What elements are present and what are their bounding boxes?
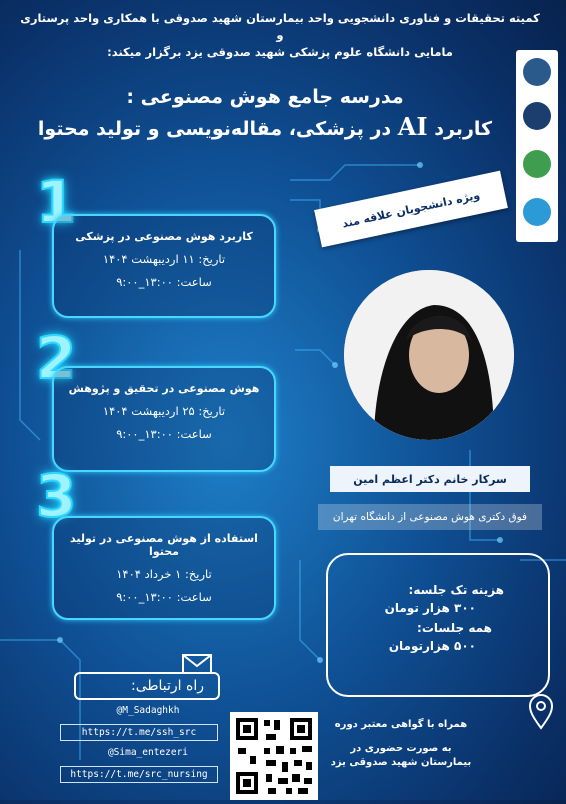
title-line-2 bbox=[30, 112, 500, 144]
price-single-label: هزینه تک جلسه: bbox=[408, 583, 504, 597]
nursing-logo-icon bbox=[523, 150, 551, 178]
contact-telegram-user-2[interactable]: @Sima_entezeri bbox=[107, 747, 189, 758]
footer-info bbox=[326, 718, 476, 770]
price-all-value: ۵۰۰ هزارتومان bbox=[388, 639, 476, 653]
speaker-credential: فوق دکتری هوش مصنوعی از دانشگاه تهران bbox=[318, 504, 542, 530]
footer-certificate: همراه با گواهی معتبر دوره bbox=[334, 719, 468, 730]
organizer-header bbox=[20, 10, 540, 61]
session-1-time: ساعت: ۱۳:۰۰_۹:۰۰ bbox=[116, 275, 212, 289]
session-2-time: ساعت: ۱۳:۰۰_۹:۰۰ bbox=[116, 427, 212, 441]
header-line-2: مامایی دانشگاه علوم پزشکی شهید صدوقی یزد برگزار میکند: bbox=[107, 45, 453, 59]
contact-telegram-link-2[interactable]: https://t.me/src_nursing bbox=[60, 766, 218, 783]
university-logo-icon bbox=[523, 58, 551, 86]
session-2-number: 2 bbox=[36, 324, 77, 392]
contact-telegram-user-1[interactable]: @M_Sadaghkh bbox=[116, 705, 180, 716]
price-single-value: ۳۰۰ هزار تومان bbox=[384, 601, 476, 615]
speaker-silhouette-icon bbox=[344, 270, 514, 440]
session-1-title: کاربرد هوش مصنوعی در پزشکی bbox=[75, 230, 253, 243]
audience-ribbon: ویژه دانشجویان علاقه مند bbox=[314, 171, 508, 248]
caduceus-logo-icon bbox=[523, 102, 551, 130]
session-2-date: تاریخ: ۲۵ اردیبهشت ۱۴۰۴ bbox=[102, 404, 226, 418]
title-part-b: در پزشکی، مقاله‌نویسی و تولید محتوا bbox=[37, 118, 398, 140]
envelope-icon bbox=[182, 654, 212, 674]
session-3-title: استفاده از هوش مصنوعی در تولید محتوا bbox=[70, 532, 258, 558]
session-1-number: 1 bbox=[36, 168, 77, 236]
src-logo-icon bbox=[523, 198, 551, 226]
speaker-name: سرکار خانم دکتر اعظم امین bbox=[330, 466, 530, 492]
contact-telegram-link-1[interactable]: https://t.me/ssh_src bbox=[60, 724, 218, 741]
session-3-number: 3 bbox=[36, 462, 77, 530]
session-3-time: ساعت: ۱۳:۰۰_۹:۰۰ bbox=[116, 590, 212, 604]
session-2-title: هوش مصنوعی در تحقیق و پژوهش bbox=[68, 382, 260, 395]
price-all-label: همه جلسات: bbox=[417, 621, 492, 635]
qr-code-icon bbox=[230, 712, 318, 800]
title-part-a: کاربرد bbox=[427, 118, 493, 140]
contact-label-box: راه ارتباطی: bbox=[74, 672, 220, 700]
session-2-card bbox=[52, 366, 276, 472]
location-pin-icon bbox=[528, 694, 554, 730]
title-line-1: مدرسه جامع هوش مصنوعی : bbox=[126, 86, 404, 108]
speaker-photo bbox=[344, 270, 514, 440]
title-ai: AI bbox=[397, 112, 428, 141]
session-3-card bbox=[52, 516, 276, 620]
session-1-card bbox=[52, 214, 276, 318]
session-3-date: تاریخ: ۱ خرداد ۱۴۰۴ bbox=[116, 567, 212, 581]
footer-location: به صورت حضوری در بیمارستان شهید صدوقی یزد bbox=[330, 743, 472, 768]
qr-code[interactable] bbox=[230, 712, 318, 800]
header-line-1: کمیته تحقیقات و فناوری دانشجویی واحد بیمارستان شهید صدوقی با همکاری واحد پرستاری و bbox=[20, 11, 540, 42]
logos-column bbox=[516, 50, 558, 242]
pricing-box bbox=[326, 553, 550, 697]
session-1-date: تاریخ: ۱۱ اردیبهشت ۱۴۰۴ bbox=[102, 252, 226, 266]
event-title bbox=[30, 82, 500, 144]
